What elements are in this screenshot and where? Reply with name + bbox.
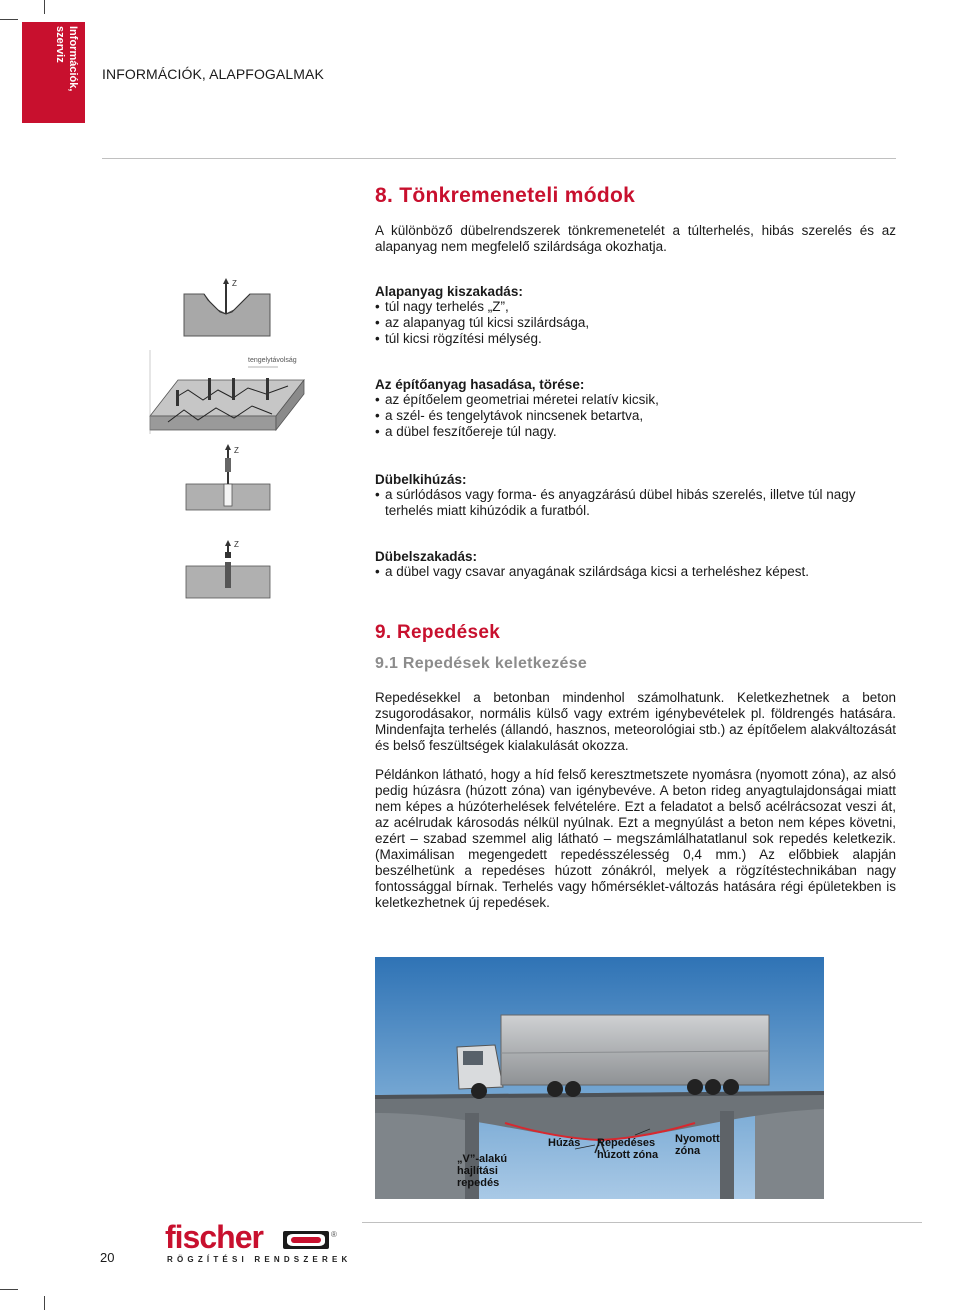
side-tab-label: Információk, szerviz (54, 26, 79, 92)
section-9-1-title: 9.1 Repedések keletkezése (375, 655, 588, 672)
block-heading: Dübelkihúzás: (375, 472, 467, 487)
axis-distance-label: tengelytávolság (248, 357, 297, 364)
figure-steel-failure (184, 538, 272, 600)
figure-pull-through (184, 444, 272, 512)
block-heading: Dübelszakadás: (375, 549, 478, 564)
z-label: Z (234, 540, 239, 549)
footer-divider (362, 1222, 922, 1223)
list-item: • a dübel feszítőereje túl nagy. (375, 424, 896, 440)
block-heading: Alapanyag kiszakadás: (375, 284, 523, 299)
fischer-logo-wordmark: fischer (165, 1219, 263, 1255)
section-9-para-1: Repedésekkel a betonban mindenhol számolhatunk. Keletkezhetnek a beton zsugorodásakor, normális külső vagy extrém igénybevételek pl. földrengés hatására. Mindenfajta terhelés (állandó, hasznos, meteorológiai stb.) az építőelem alakváltozását és belső feszültségek kialakulását okozza. (375, 690, 896, 753)
figure-cone-breakout (180, 276, 275, 340)
z-label: Z (234, 446, 239, 455)
bridge-illustration (375, 957, 824, 1199)
section-9-para-2: Példánkon látható, hogy a híd felső keresztmetszete nyomásra (nyomott zóna), az alsó pedig húzásra (húzott zóna) van igénybevéve. A beton rideg anyagtulajdonságai miatt nem képes a húzóterhelések felvételére. Ezt a feladatot a belső acélrácsozat veszi át, az acélrudak károsodás nélkül nyúlnak. Ezt a megnyúlást a beton nem képes követni, ezért – szabad szemmel alig látható – megszámlálhatatlanul sok repedés keletkezik. (Maximálisan megengedett repedésszélesség 0,4 mm.) Az előbbiek alapján beszélhetünk a repedéses húzott zónákról, melyek a rögzítéstechnikában nagy fontossággal bírnak. Terhelés vagy hőmérséklet-változás hatására régi épületekben is keletkezhetnek új repedések. (375, 767, 896, 910)
failure-block-pullout (375, 284, 896, 347)
list-item: • túl nagy terhelés „Z”, (375, 299, 896, 315)
label-cracked-zone: Repedéses húzott zóna (597, 1137, 659, 1161)
list-item: • a súrlódásos vagy forma- és anyagzárású dübel hibás szerelés, illetve túl nagy terhelés miatt kihúzódik a furatból. (375, 487, 896, 519)
crop-mark (0, 1289, 18, 1290)
side-tab (22, 22, 85, 123)
section-8-title: 8. Tönkremeneteli módok (375, 184, 636, 207)
block-heading: Az építőanyag hasadása, törése: (375, 377, 585, 392)
list-item: • túl kicsi rögzítési mélység. (375, 331, 896, 347)
bridge-scene (375, 957, 824, 1199)
z-label: Z (232, 279, 237, 288)
fischer-logo-emblem (283, 1231, 329, 1249)
list-item: • a dübel vagy csavar anyagának szilárdsága kicsi a terheléshez képest. (375, 564, 896, 580)
failure-block-splitting (375, 377, 896, 440)
fischer-logo-tagline: RÖGZÍTÉSI RENDSZEREK (167, 1255, 352, 1264)
label-tension: Húzás (548, 1137, 581, 1149)
failure-block-steel-failure (375, 549, 896, 580)
list-item: • a szél- és tengelytávok nincsenek betartva, (375, 408, 896, 424)
list-item: • az alapanyag túl kicsi szilárdsága, (375, 315, 896, 331)
section-9-title: 9. Repedések (375, 622, 501, 643)
header-divider (102, 158, 896, 159)
crop-mark (0, 19, 18, 20)
failure-block-pull-through (375, 472, 896, 519)
page-header-title: INFORMÁCIÓK, ALAPFOGALMAK (102, 66, 324, 82)
crop-mark (44, 1296, 45, 1310)
registered-mark: ® (331, 1230, 337, 1239)
crop-mark (44, 0, 45, 14)
figure-splitting (148, 350, 308, 434)
list-item: • az építőelem geometriai méretei relatív kicsik, (375, 392, 896, 408)
label-v-crack: „V”-alakú hajlítási repedés (457, 1153, 508, 1189)
label-compression-zone: Nyomott zóna (675, 1133, 720, 1157)
section-8-intro: A különböző dübelrendszerek tönkremenetelét a túlterhelés, hibás szerelés és az alapanyag nem megfelelő szilárdsága okozhatja. (375, 223, 896, 254)
page-number: 20 (100, 1250, 115, 1265)
